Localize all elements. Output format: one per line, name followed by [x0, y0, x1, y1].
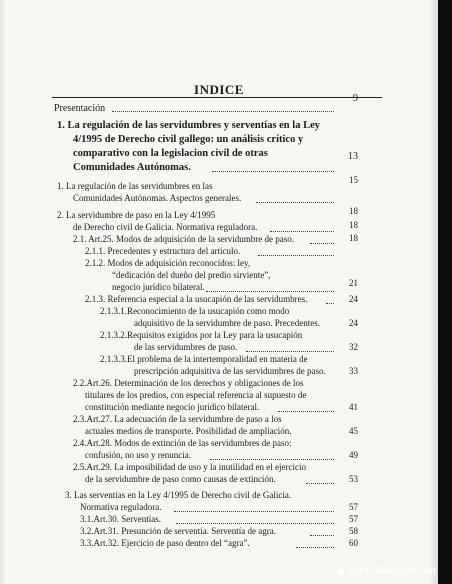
entry-s2-1-3-2-line1: 2.1.3.2.Requisitos exigidos por la Ley para la usucapión [100, 330, 303, 340]
page-number: 60 [349, 538, 358, 548]
entry-s2-1-3: 2.1.3. Referencia especial a la usucapión de las servidumbres. [85, 294, 308, 304]
entry-s2-4-line1: 2.4.Art.28. Modos de extinción de las servidumbres de paso: [73, 438, 292, 448]
entry-s2-2-line2: titulares de los predios, con especial referencia al supuesto de [85, 390, 307, 400]
dot-leader [306, 483, 334, 484]
page-number: 15 [349, 175, 358, 185]
entry-s1-line1: 1. La regulación de las servidumbres y serventías en la Ley [57, 120, 320, 131]
entry-s2-1-1: 2.1.1. Precedentes y estructura del artículo. [85, 246, 241, 256]
page-number: 41 [349, 402, 358, 412]
dot-leader [310, 535, 334, 536]
page-number: 45 [349, 426, 358, 436]
page-number: 24 [349, 294, 358, 304]
entry-s1-line4: Comunidades Autónomas. [73, 162, 191, 173]
page-number: 33 [349, 366, 358, 376]
entry-s2-3-line2: actuales medios de transporte. Posibilidad de ampliación. [85, 426, 292, 436]
page-number: 24 [349, 318, 358, 328]
entry-s1-1-line1: 1. La regulación de las servidumbres en las [57, 181, 213, 191]
entry-s2-3-line1: 2.3.Art.27. La adecuación de la servidumbre de paso a los [73, 414, 282, 424]
entry-s1-1-line2: Comunidades Autónomas. Aspectos generales. [73, 193, 242, 203]
page-number: 57 [349, 514, 358, 524]
entry-s2-1-3-2-line2: de las servidumbres de paso. [134, 342, 238, 352]
page-number: 21 [349, 278, 358, 288]
entry-s3-2: 3.2.Art.31. Presunción de serventía. Serventía de agra. [80, 526, 276, 536]
dot-leader [174, 511, 334, 512]
page-number: 18 [349, 220, 358, 230]
page-number: 13 [348, 151, 358, 162]
page-number: 58 [349, 526, 358, 536]
dot-leader [278, 411, 334, 412]
page-number: 9 [353, 93, 358, 104]
entry-s2-5-line1: 2.5.Art.29. La imposibilidad de uso y la inutilidad en el ejercicio [73, 462, 306, 472]
index-title: INDICE [194, 82, 244, 97]
entry-s2-2-line3: constitución mediante negocio jurídico bilateral. [85, 402, 260, 412]
dot-leader [212, 171, 334, 172]
dot-leader [296, 547, 334, 548]
entry-s2-1-3-1-line2: adquisitivo de la servidumbre de paso. Precedentes. [134, 318, 320, 328]
page-number: 49 [349, 450, 358, 460]
entry-s2-2-line1: 2.2.Art.26. Determinación de los derechos y obligaciones de los [73, 378, 304, 388]
entry-s2-5-line2: de la servidumbre de paso como causas de extinción. [85, 474, 276, 484]
entry-s1-2-line2: de Derecho civil de Galicia. Normativa reguladora. [73, 222, 258, 232]
dot-leader [270, 231, 334, 232]
title-rule [52, 97, 382, 98]
page-number: 32 [349, 342, 358, 352]
watermark [337, 566, 436, 577]
entry-s3-3: 3.3.Art.32. Ejercicio de paso dentro del “agra”. [80, 538, 250, 548]
dot-leader [256, 202, 334, 203]
watermark-logo-icon [337, 568, 344, 575]
dot-leader [246, 351, 334, 352]
entry-s2-1: 2.1. Art.25. Modos de adquisición de la servidumbre de paso. [73, 234, 294, 244]
dot-leader [176, 523, 334, 524]
entry-s3-line1: 3. Las serventías en la Ley 4/1995 de Derecho civil de Galicia. [65, 490, 292, 500]
entry-s3-line2: Normativa reguladora. [80, 502, 162, 512]
entry-s2-1-2-line2: “dedicación del dueño del predio sirviente”, [112, 270, 271, 280]
dot-leader [258, 255, 334, 256]
page-number: 18 [349, 233, 358, 243]
dot-leader [112, 111, 334, 112]
entry-s1-line2: 4/1995 de Derecho civil gallego: un análisis crítico y [73, 134, 304, 145]
entry-s1-2-line1: 2. La servidumbre de paso en la Ley 4/1995 [57, 210, 216, 220]
entry-s2-1-2-line1: 2.1.2. Modos de adquisición reconocidos: ley, [85, 258, 251, 268]
dot-leader [326, 303, 334, 304]
page-number: 57 [349, 502, 358, 512]
entry-s2-1-3-1-line1: 2.1.3.1.Reconocimiento de la usucapión como modo [100, 306, 290, 316]
page-number: 53 [349, 474, 358, 484]
entry-s2-4-line2: confusión, no uso y renuncia. [85, 450, 191, 460]
watermark-text: todocoleccion.net [347, 566, 436, 577]
entry-s2-1-2-line3: negocio jurídico bilateral. [112, 282, 205, 292]
entry-s2-1-3-3-line1: 2.1.3.3.El problema de la intertemporalidad en materia de [100, 354, 308, 364]
entry-presentacion: Presentación [54, 103, 106, 114]
page-number: 18 [349, 206, 358, 216]
dot-leader [206, 291, 334, 292]
dot-leader [210, 459, 334, 460]
entry-s2-1-3-3-line2: prescripción adquisitiva de las servidumbres de paso. [134, 366, 326, 376]
entry-s3-1: 3.1.Art.30. Serventías. [80, 514, 161, 524]
dot-leader [310, 243, 334, 244]
entry-s1-line3: comparativo con la legislacion civil de otras [73, 148, 268, 159]
